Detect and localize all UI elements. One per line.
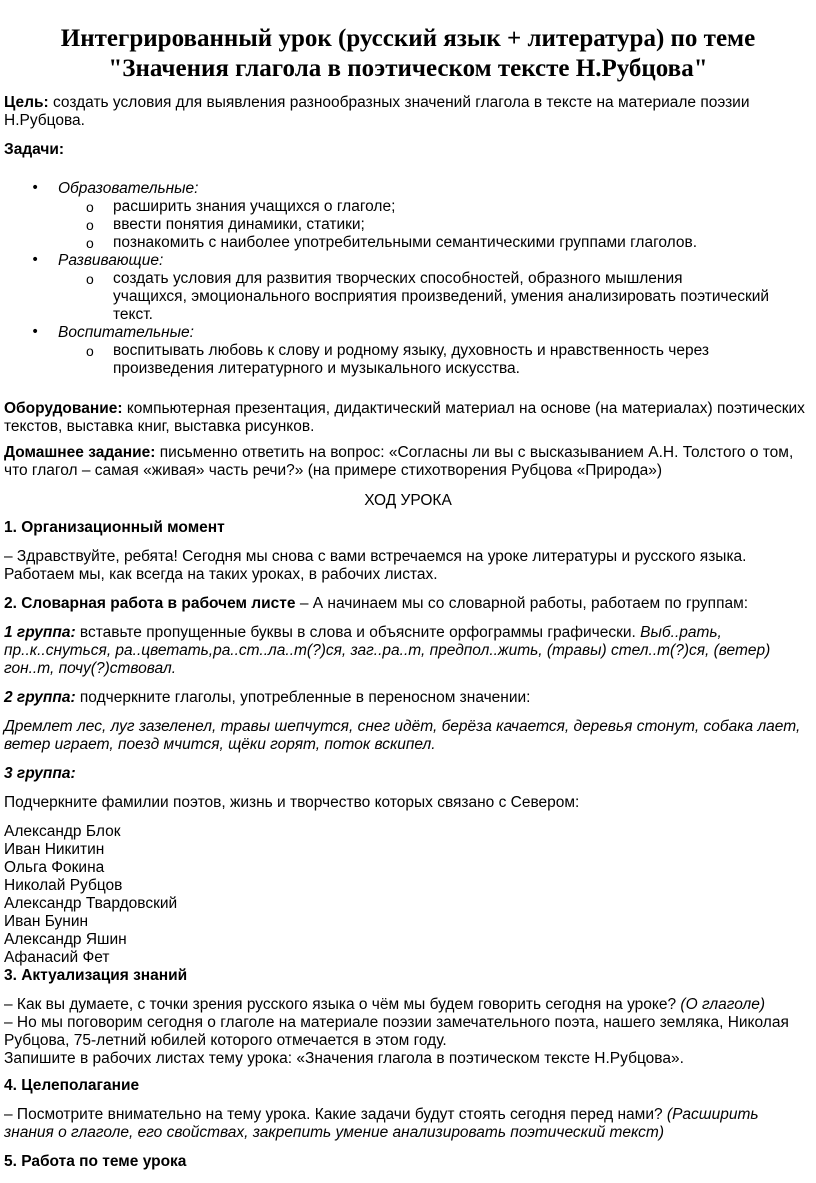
task-group-heading: Образовательные: [58,180,199,197]
sub-bullet-icon: o [86,217,94,233]
sub-bullet-icon: o [86,271,94,287]
bullet-icon: • [31,324,40,340]
group-1-label: 1 группа: [4,624,76,641]
group-2-text: подчеркните глаголы, употребленные в переносном значении: [75,689,531,706]
equipment-label: Оборудование: [4,400,123,417]
homework-line-2: что глагол – самая «живая» часть речи?» (на примере стихотворения Рубцова «Природа») [4,462,662,479]
title-line-2: "Значения глагола в поэтическом тексте Н.Рубцова" [108,55,708,82]
poet-list-item: Александр Блок [4,823,121,840]
task-item: текст. [113,306,153,323]
goal-line-1 [4,94,750,112]
task-item: учащихся, эмоционального восприятия произведений, умения анализировать поэтический [113,288,770,305]
poet-list-item: Николай Рубцов [4,877,123,894]
task-group-heading: Воспитательные: [58,324,194,341]
task-item: создать условия для развития творческих способностей, образного мышления [113,270,683,287]
group-1-line-3: гон..т, почу(?)ствовал. [4,660,177,677]
document-title [20,24,796,84]
equipment-line-2: текстов, выставка книг, выставка рисунков. [4,418,315,435]
section-3-line-1 [4,996,765,1014]
section-3-line-2: – Но мы поговорим сегодня о глаголе на материале поэзии замечательного поэта, нашего земляка, Николая [4,1014,789,1031]
goal-label: Цель: [4,94,49,111]
homework-line-1 [4,444,793,462]
task-item: познакомить с наиболее употребительными семантическими группами глаголов. [113,234,698,251]
homework-text: письменно ответить на вопрос: «Согласны ли вы с высказыванием А.Н. Толстого о том, [155,444,794,461]
section-1-line-2: Работаем мы, как всегда на таких уроках, в рабочих листах. [4,566,438,583]
task-item: произведения литературного и музыкального искусства. [113,360,520,377]
group-3-label: 3 группа: [4,765,76,782]
equipment-text: компьютерная презентация, дидактический материал на основе (на материалах) поэтических [122,400,805,417]
task-item: воспитывать любовь к слову и родному языку, духовность и нравственность через [113,342,710,359]
section-1-line-1: – Здравствуйте, ребята! Сегодня мы снова с вами встречаемся на уроке литературы и русского языка. [4,548,747,565]
section-4-answer-start: (Расширить [666,1106,759,1123]
group-1-line-2: пр..к..снуться, ра..цветать,ра..ст..ла..т(?)ся, заг..ра..т, предпол..жить, (травы) стел..т(?)ся, (ветер) [4,642,771,659]
section-4-heading: 4. Целеполагание [4,1077,140,1094]
poet-list-item: Ольга Фокина [4,859,105,876]
group-1-line-1 [4,624,722,642]
section-3-heading: 3. Актуализация знаний [4,967,188,984]
section-2-heading-line [4,595,748,613]
section-4-question: – Посмотрите внимательно на тему урока. Какие задачи будут стоять сегодня перед нами? [4,1106,667,1123]
sub-bullet-icon: o [86,343,94,359]
section-3-line-3: Рубцова, 75-летний юбилей которого отмечается в этом году. [4,1032,447,1049]
section-3-answer: (О глаголе) [680,996,766,1013]
sub-bullet-icon: o [86,199,94,215]
task-item: ввести понятия динамики, статики; [113,216,365,233]
group-1-text: вставьте пропущенные буквы в слова и объясните орфограммы графически. [75,624,641,641]
section-5-heading: 5. Работа по теме урока [4,1153,187,1170]
poet-list-item: Александр Яшин [4,931,127,948]
section-3-question: – Как вы думаете, с точки зрения русского языка о чём мы будем говорить сегодня на уроке? [4,996,681,1013]
group-3-text: Подчеркните фамилии поэтов, жизнь и творчество которых связано с Севером: [4,794,580,811]
section-2-heading: 2. Словарная работа в рабочем листе [4,595,296,612]
task-group-heading: Развивающие: [58,252,164,269]
poet-list-item: Иван Никитин [4,841,105,858]
group-2-sentences-2: ветер играет, поезд мчится, щёки горят, поток вскипел. [4,736,436,753]
lesson-heading: ХОД УРОКА [364,492,452,509]
tasks-label: Задачи: [4,141,65,158]
section-4-line-2: знания о глаголе, его свойствах, закрепить умение анализировать поэтический текст) [4,1124,665,1141]
task-item: расширить знания учащихся о глаголе; [113,198,396,215]
bullet-icon: • [31,252,40,268]
bullet-icon: • [31,180,40,196]
section-2-heading-tail: – А начинаем мы со словарной работы, работаем по группам: [295,595,749,612]
goal-line-2: Н.Рубцова. [4,112,85,129]
title-line-1: Интегрированный урок (русский язык + литература) по теме [60,25,756,52]
section-3-line-4: Запишите в рабочих листах тему урока: «Значения глагола в поэтическом тексте Н.Рубцова». [4,1050,684,1067]
poet-list-item: Афанасий Фет [4,949,110,966]
sub-bullet-icon: o [86,235,94,251]
homework-label: Домашнее задание: [4,444,156,461]
goal-text: создать условия для выявления разнообразных значений глагола в тексте на материале поэзии [48,94,750,111]
section-1-heading: 1. Организационный момент [4,519,225,536]
group-2-sentences-1: Дремлет лес, луг зазеленел, травы шепчутся, снег идёт, берёза качается, деревья стонут, собака лает, [4,718,801,735]
group-1-words: Выб..рать, [640,624,722,641]
section-4-line-1 [4,1106,759,1124]
group-2-line-1 [4,689,530,707]
equipment-line-1 [4,400,805,418]
poet-list-item: Иван Бунин [4,913,89,930]
group-2-label: 2 группа: [4,689,76,706]
poet-list-item: Александр Твардовский [4,895,178,912]
